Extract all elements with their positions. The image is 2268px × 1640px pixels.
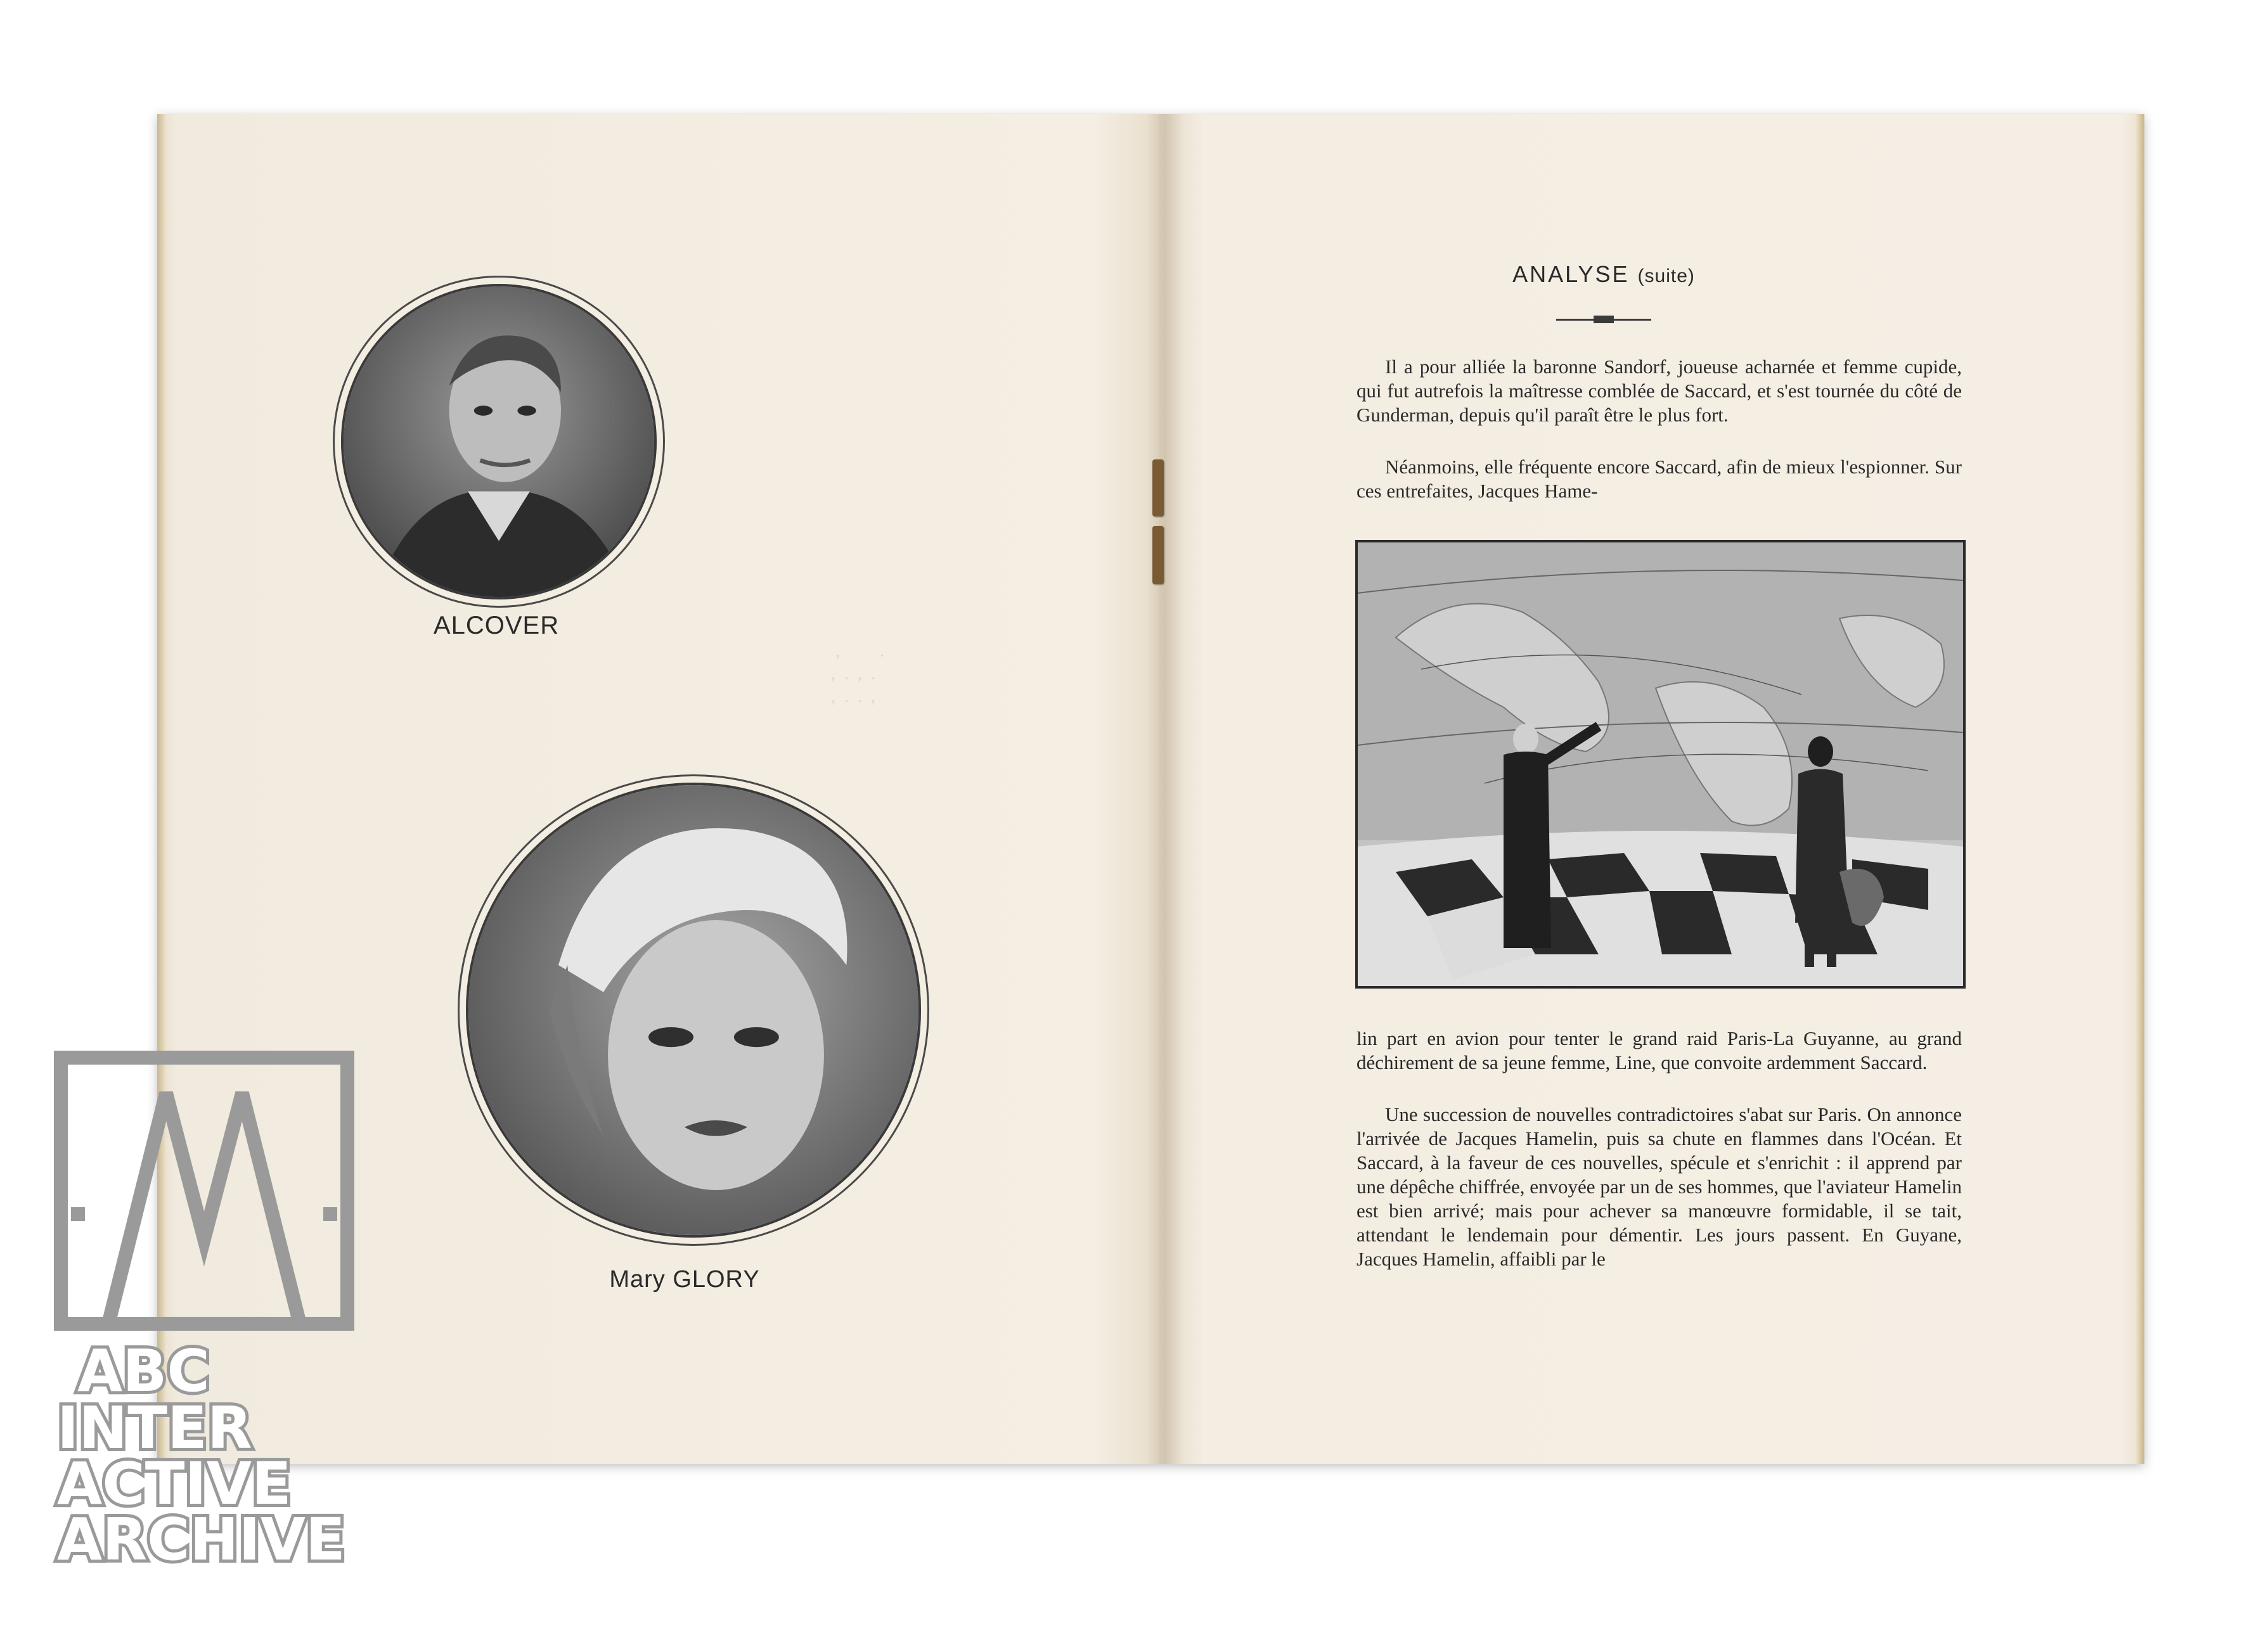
title-suffix: (suite) bbox=[1637, 266, 1695, 286]
watermark-line: INTER bbox=[57, 1394, 252, 1462]
paragraph: Néanmoins, elle fréquente encore Saccard, afin de mieux l'espionner. Sur ces entrefaites, Jacques Hame- bbox=[1356, 456, 1962, 502]
title-ornament bbox=[1594, 316, 1614, 323]
page-title bbox=[1382, 261, 1826, 288]
paragraph: Il a pour alliée la baronne Sandorf, joueuse acharnée et femme cupide, qui fut autrefois la maîtresse comblée de Saccard, et s'est tournée du côté de Gunderman, depuis qu'il paraît être le plus fort. bbox=[1356, 356, 1962, 426]
gutter bbox=[1146, 114, 1184, 1464]
portrait-photo bbox=[344, 286, 654, 597]
title-main: ANALYSE bbox=[1512, 261, 1630, 287]
staple bbox=[1152, 459, 1164, 516]
paragraph: Une succession de nouvelles contradictoires s'abat sur Paris. On annonce l'arrivée de Jacques Hamelin, puis sa chute en flammes dans l'Océan. Et Saccard, à la faveur de ces nouvelles, spécule et s'enrichit : il apprend par une dépêche chiffrée, envoyée par un de ses hommes, que l'aviateur Hamelin est bien arrivé; mais pour achever sa manœuvre formidable, il se tait, attendant le lendemain pour démentir. Les jours passent. En Guyane, Jacques Hamelin, affaibli par le bbox=[1356, 1103, 1962, 1270]
watermark-line: ARCHIVE bbox=[57, 1506, 345, 1568]
portrait-alcover bbox=[341, 284, 657, 599]
portrait-caption: Mary GLORY bbox=[609, 1266, 760, 1293]
staple bbox=[1152, 526, 1164, 584]
archive-logo bbox=[52, 1049, 356, 1568]
portrait-photo bbox=[468, 785, 918, 1235]
portrait-mary-glory bbox=[466, 783, 921, 1238]
paragraph: lin part en avion pour tenter le grand raid Paris-La Guyanne, au grand déchirement de sa jeune femme, Line, que convoite ardemment Saccard. bbox=[1356, 1027, 1962, 1073]
portrait-caption: ALCOVER bbox=[433, 612, 560, 639]
page-edge bbox=[2136, 114, 2144, 1464]
watermark-line: ABC bbox=[77, 1337, 210, 1405]
film-still-image bbox=[1358, 542, 1963, 986]
film-still-photo bbox=[1355, 540, 1966, 989]
show-through-text: , . , . , . , . . , bbox=[831, 641, 884, 707]
watermark-line: ACTIVE bbox=[57, 1450, 292, 1518]
archive-watermark bbox=[52, 1049, 356, 1568]
